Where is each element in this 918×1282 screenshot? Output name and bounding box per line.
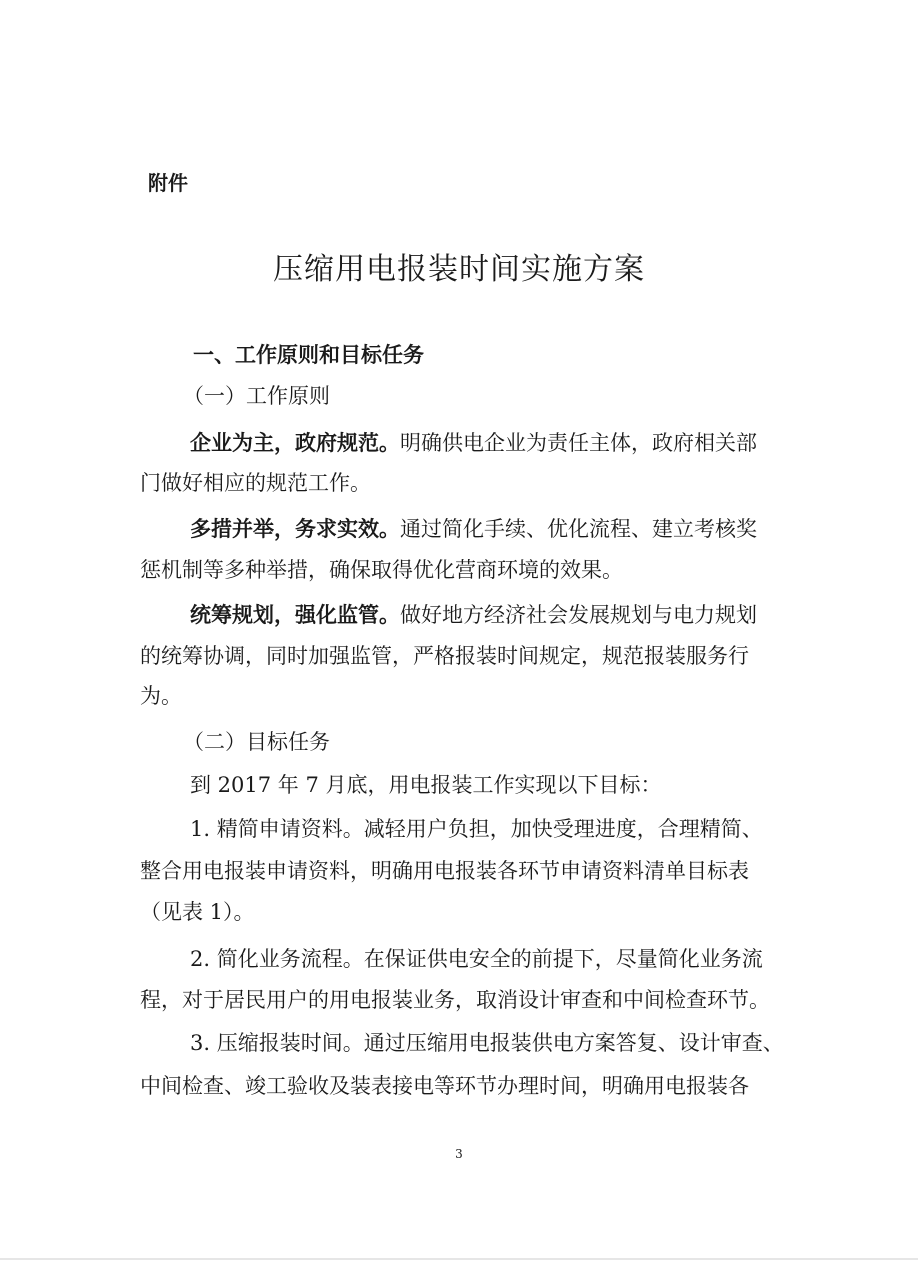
item-3-line-2: 中间检查、竣工验收及装表接电等环节办理时间，明确用电报装各 [140, 1074, 749, 1098]
paragraph-3-text: 做好地方经济社会发展规划与电力规划 [400, 603, 757, 627]
paragraph-4-line-1: 到 2017 年 7 月底，用电报装工作实现以下目标： [190, 773, 662, 797]
paragraph-3-bold-lead: 统筹规划，强化监管。 [190, 603, 400, 627]
item-1-line-3: （见表 1）。 [140, 900, 255, 924]
subsection-heading-2: （二）目标任务 [183, 730, 330, 754]
paragraph-3-line-3: 为。 [140, 684, 182, 708]
section-heading-1: 一、工作原则和目标任务 [193, 343, 424, 367]
item-1-line-1: 1. 精简申请资料。减轻用户负担，加快受理进度，合理精简、 [190, 817, 763, 841]
item-2-line-2: 程，对于居民用户的用电报装业务，取消设计审查和中间检查环节。 [140, 988, 770, 1012]
paragraph-3-line-2: 的统筹协调，同时加强监管，严格报装时间规定，规范报装服务行 [140, 644, 749, 668]
page-number: 3 [455, 1147, 463, 1161]
paragraph-2-text: 通过简化手续、优化流程、建立考核奖 [400, 517, 757, 541]
paragraph-1-text: 明确供电企业为责任主体，政府相关部 [400, 431, 757, 455]
scan-edge-line [0, 1258, 918, 1260]
paragraph-2-line-1 [190, 514, 858, 544]
paragraph-3-line-1 [190, 600, 858, 630]
item-3-line-1: 3. 压缩报装时间。通过压缩用电报装供电方案答复、设计审查、 [190, 1031, 784, 1055]
paragraph-1-bold-lead: 企业为主，政府规范。 [190, 431, 400, 455]
item-2-line-1: 2. 简化业务流程。在保证供电安全的前提下，尽量简化业务流 [190, 947, 763, 971]
paragraph-1-line-2: 门做好相应的规范工作。 [140, 471, 371, 495]
document-title: 压缩用电报装时间实施方案 [273, 252, 645, 287]
item-1-line-2: 整合用电报装申请资料，明确用电报装各环节申请资料清单目标表 [140, 859, 749, 883]
paragraph-2-line-2: 惩机制等多种举措，确保取得优化营商环境的效果。 [140, 558, 623, 582]
attachment-label: 附件 [148, 171, 188, 195]
paragraph-1-line-1 [190, 428, 858, 458]
subsection-heading-1: （一）工作原则 [183, 384, 330, 408]
paragraph-2-bold-lead: 多措并举，务求实效。 [190, 517, 400, 541]
